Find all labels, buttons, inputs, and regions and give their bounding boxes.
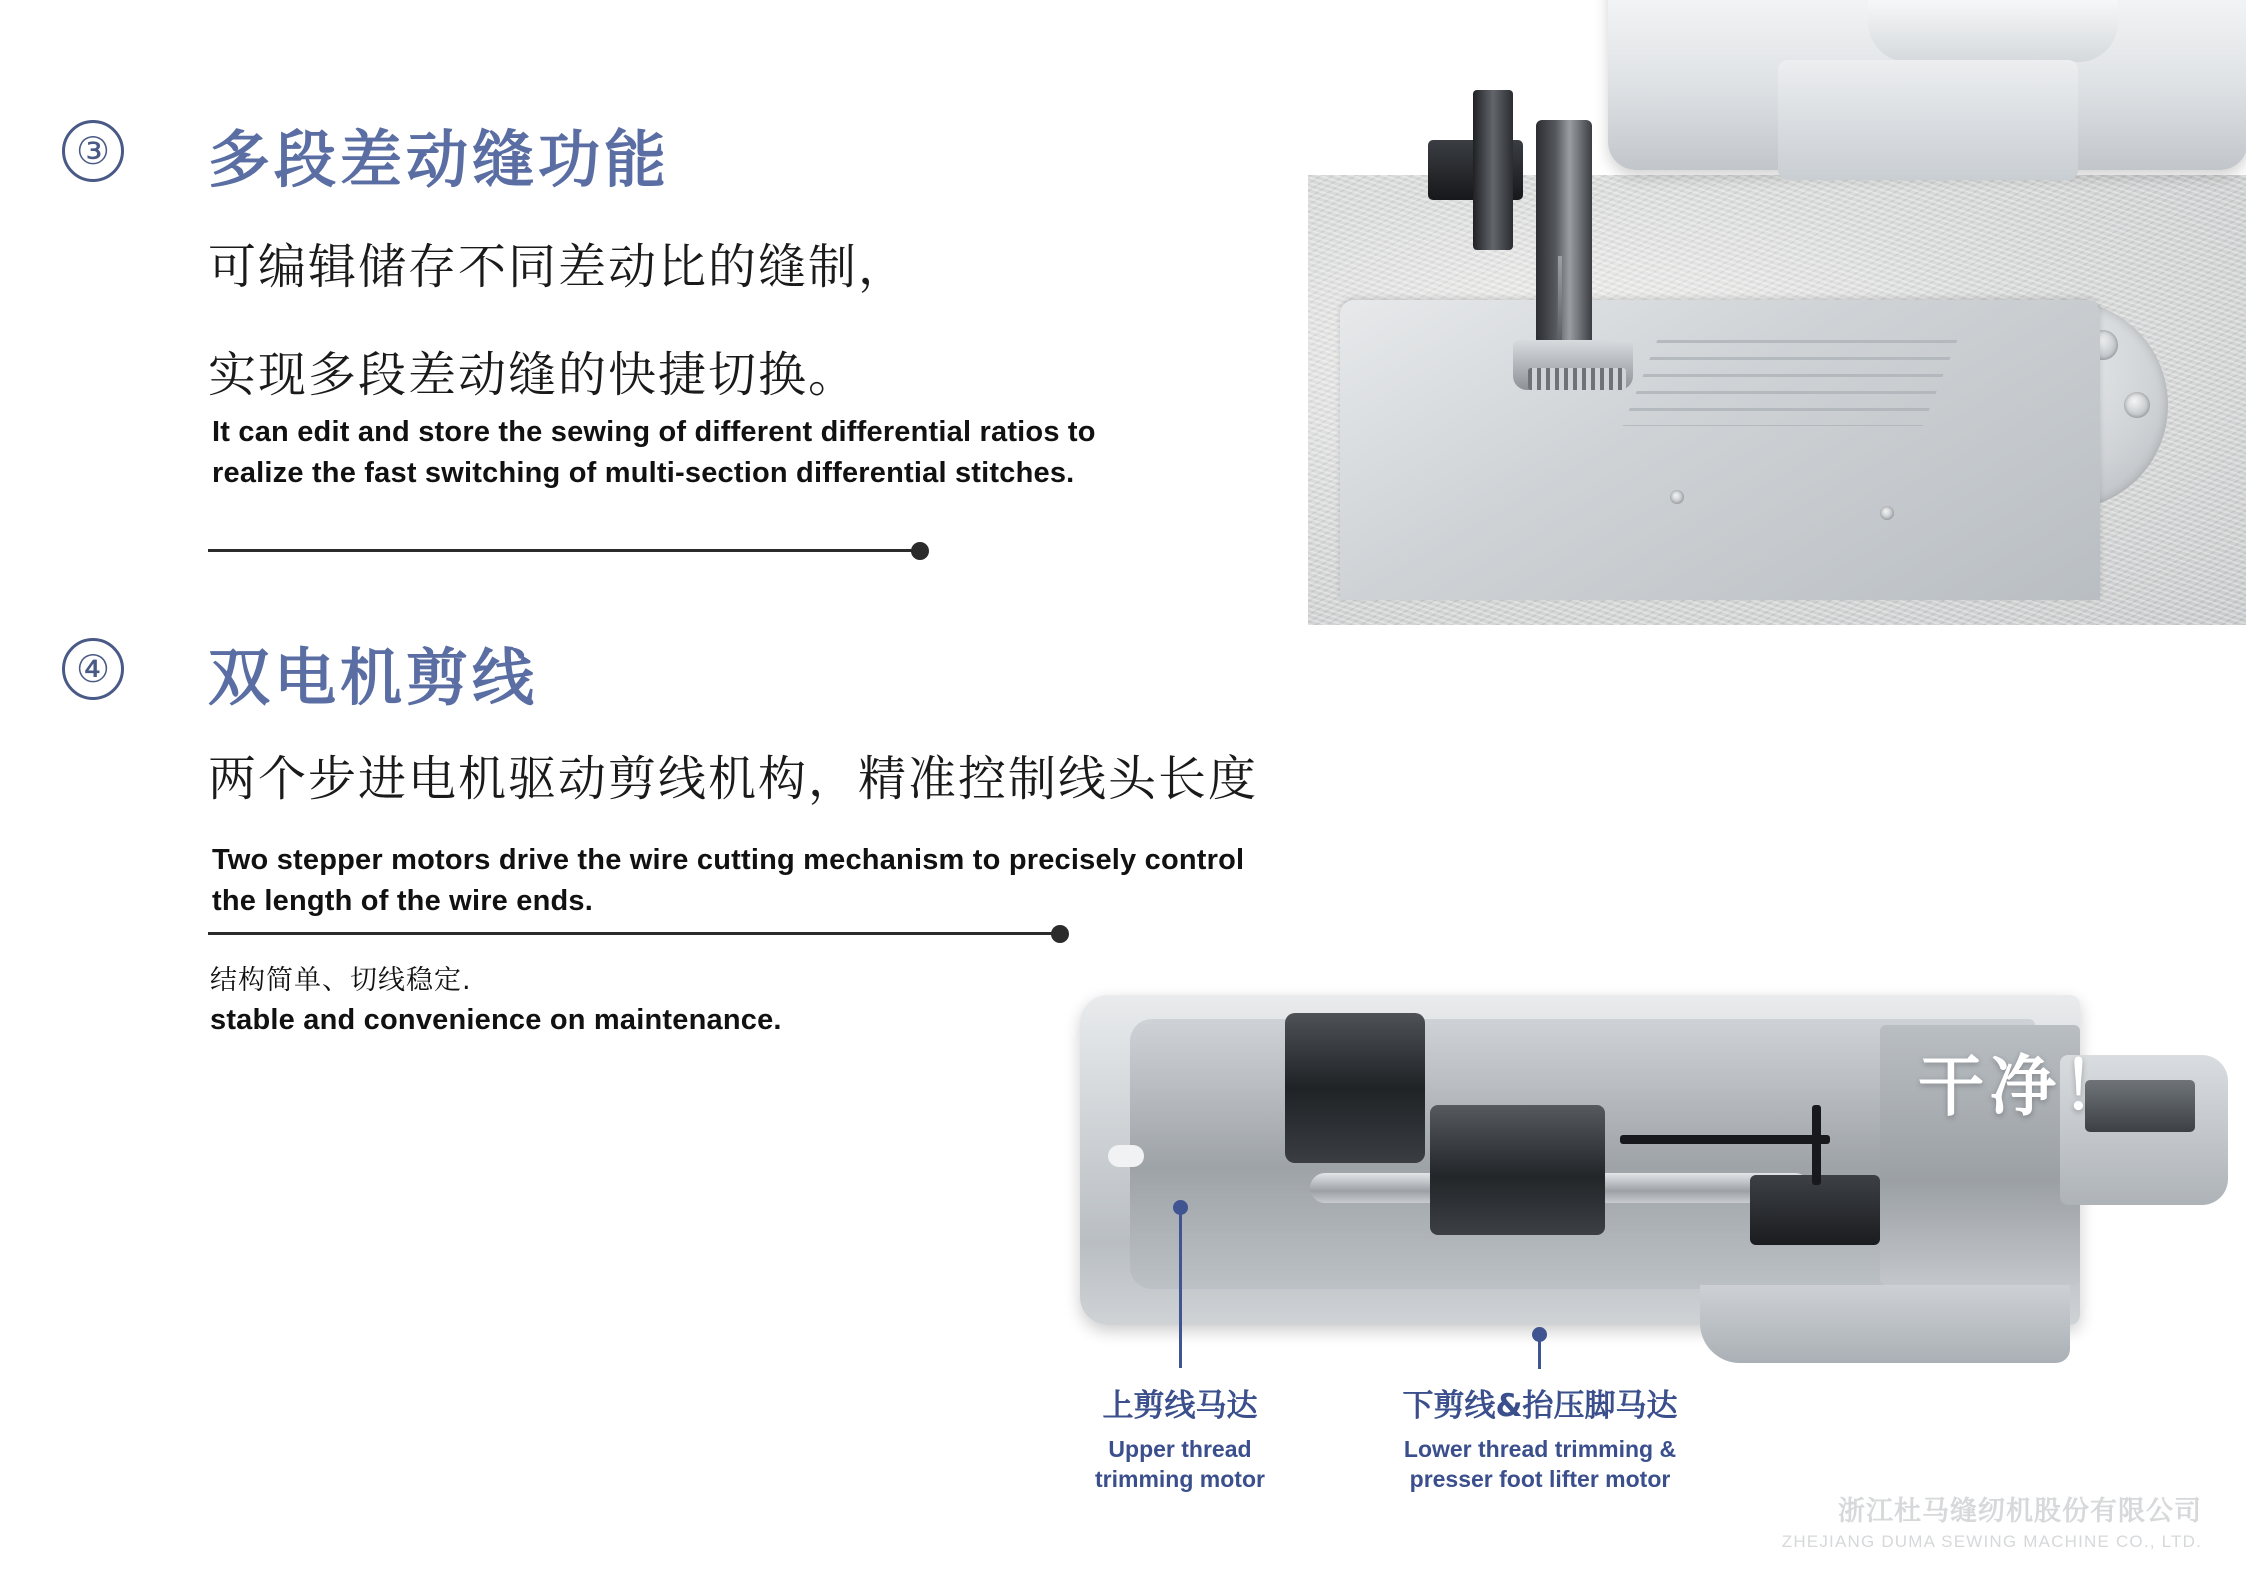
callout-1-line: [1179, 1208, 1182, 1368]
callout-2-label-en-line1: Lower thread trimming &: [1403, 1436, 1677, 1462]
section-number-4: ④: [62, 638, 124, 700]
section-3-subtitle-line2: 实现多段差动缝的快捷切换。: [208, 347, 859, 403]
plate-ribs: [1623, 340, 1958, 426]
callout-1-label-cn: 上剪线马达: [1102, 1388, 1258, 1424]
section-3-title: 多段差动缝功能: [208, 123, 671, 196]
callout-2-label-en: [1305, 1435, 1775, 1495]
callout-2: [1305, 1380, 1775, 1495]
callout-2-line: [1538, 1335, 1541, 1369]
needle-bar: [1536, 120, 1592, 350]
callout-1-label-en-line1: Upper thread: [1108, 1436, 1252, 1462]
section-4-note-en: stable and convenience on maintenance.: [210, 1004, 782, 1036]
plate-hole: [2124, 392, 2150, 418]
callout-2-label-en-line2: presser foot lifter motor: [1409, 1465, 1671, 1492]
arm-top-cylinder: [1868, 0, 2118, 62]
bed-plate: [1340, 300, 2100, 600]
footer-logo: [1782, 1489, 2202, 1552]
lower-housing: [1700, 1285, 2070, 1363]
section-4-body-en-line2: the length of the wire ends.: [212, 885, 594, 918]
section-number-3: ③: [62, 120, 124, 182]
machine-head-photo: [1308, 0, 2246, 625]
callout-1-label-en-line2: trimming motor: [1095, 1465, 1265, 1492]
section-4-title: 双电机剪线: [208, 641, 539, 714]
section-4-body-en: [212, 840, 1412, 922]
section-3-body-en: [212, 412, 1332, 494]
plate-screw: [1880, 506, 1894, 520]
callout-2-label-cn: 下剪线&抬压脚马达: [1402, 1388, 1678, 1424]
upper-thread-trimming-motor: [1285, 1013, 1425, 1163]
section-3-subtitle-line1: 可编辑储存不同差动比的缝制，: [208, 239, 909, 295]
arm-face-cover: [1778, 60, 2078, 180]
section-4-subtitle: 两个步进电机驱动剪线机构，精准控制线头长度: [208, 751, 1259, 807]
section-4-body-en-line1: Two stepper motors drive the wire cutting mechanism to precisely control: [212, 844, 1245, 876]
section-4-divider: [208, 932, 1060, 935]
solenoid-block: [1750, 1175, 1880, 1245]
section-4-note-cn: 结构简单、切线稳定.: [210, 965, 472, 996]
company-name-cn: 浙江杜马缝纫机股份有限公司: [1838, 1496, 2202, 1527]
plate-screw: [1670, 490, 1684, 504]
wire-harness: [1620, 1135, 1830, 1144]
presser-bar: [1473, 90, 1513, 250]
wire-harness: [1812, 1105, 1821, 1185]
needle: [1558, 256, 1562, 352]
section-3-divider: [208, 549, 920, 552]
left-knob: [1108, 1145, 1144, 1167]
section-3-body-en-line2: realize the fast switching of multi-section differential stitches.: [212, 457, 1075, 490]
feed-dog: [1528, 368, 1626, 390]
cutaway-photo: [1060, 985, 2246, 1415]
lower-thread-trimming-motor: [1430, 1105, 1605, 1235]
section-3-body-en-line1: It can edit and store the sewing of different differential ratios to: [212, 416, 1096, 448]
company-name-en: ZHEJIANG DUMA SEWING MACHINE CO., LTD.: [1781, 1532, 2202, 1551]
clean-overlay-text: 干净！: [1918, 1048, 2134, 1125]
